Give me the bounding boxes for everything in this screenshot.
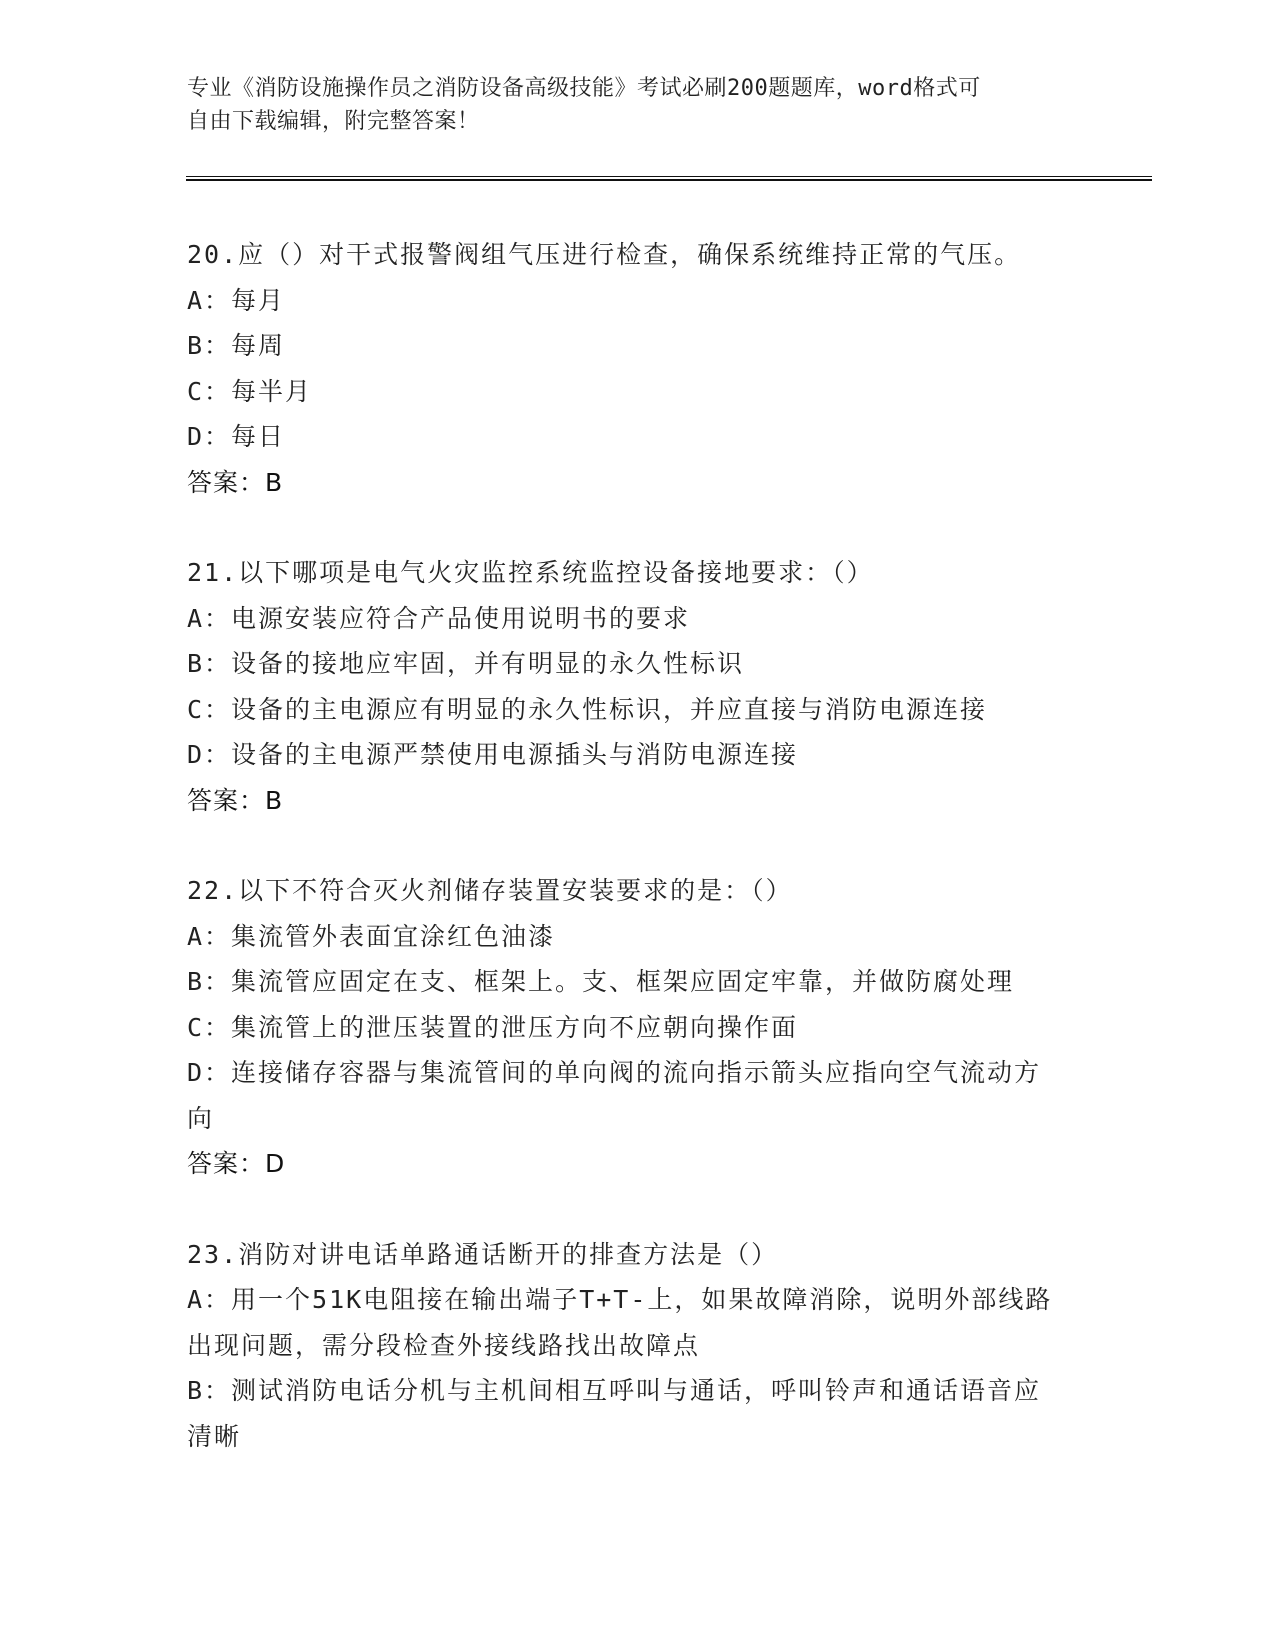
answer-line: 答案：D xyxy=(187,1149,286,1178)
divider-thick-line xyxy=(186,179,1152,181)
option-b: B：每周 xyxy=(187,331,286,360)
question-spacer xyxy=(187,823,1087,868)
question-stem: 22.以下不符合灭火剂储存装置安装要求的是：（） xyxy=(187,876,793,905)
question-spacer xyxy=(187,1187,1087,1232)
answer-line: 答案：B xyxy=(187,467,284,497)
question-21 xyxy=(187,550,1087,823)
question-23 xyxy=(187,1232,1087,1460)
option-a: A：电源安装应符合产品使用说明书的要求 xyxy=(187,603,691,633)
question-stem: 20.应（）对干式报警阀组气压进行检查，确保系统维持正常的气压。 xyxy=(187,240,1022,269)
option-a: A：每月 xyxy=(187,285,286,315)
option-b: B：集流管应固定在支、框架上。支、框架应固定牢靠，并做防腐处理 xyxy=(187,967,1015,996)
option-a: A：用一个51K电阻接在输出端子T+T-上，如果故障消除，说明外部线路出现问题，需分段检查外接线路找出故障点 xyxy=(187,1285,1053,1360)
header-line-2: 自由下载编辑，附完整答案！ xyxy=(187,109,480,134)
option-d: D：连接储存容器与集流管间的单向阀的流向指示箭头应指向空气流动方向 xyxy=(187,1058,1042,1133)
answer-line: 答案：B xyxy=(187,785,284,815)
header-line-1: 专业《消防设施操作员之消防设备高级技能》考试必刷200题题库，word格式可 xyxy=(187,76,981,101)
option-c: C：设备的主电源应有明显的永久性标识，并应直接与消防电源连接 xyxy=(187,694,988,724)
question-list xyxy=(187,232,1087,1459)
question-stem: 23.消防对讲电话单路通话断开的排查方法是（） xyxy=(187,1239,779,1269)
option-c: C：集流管上的泄压装置的泄压方向不应朝向操作面 xyxy=(187,1012,799,1042)
option-d: D：设备的主电源严禁使用电源插头与消防电源连接 xyxy=(187,740,799,769)
option-d: D：每日 xyxy=(187,422,286,451)
option-c: C：每半月 xyxy=(187,376,313,406)
option-b: B：设备的接地应牢固，并有明显的永久性标识 xyxy=(187,649,745,678)
document-header xyxy=(187,72,1067,138)
question-spacer xyxy=(187,505,1087,550)
question-stem: 21.以下哪项是电气火灾监控系统监控设备接地要求：（） xyxy=(187,558,874,587)
option-b: B：测试消防电话分机与主机间相互呼叫与通话，呼叫铃声和通话语音应清晰 xyxy=(187,1376,1042,1451)
question-20 xyxy=(187,232,1087,505)
option-a: A：集流管外表面宜涂红色油漆 xyxy=(187,921,556,951)
question-22 xyxy=(187,868,1087,1187)
header-divider xyxy=(186,176,1152,181)
divider-thin-line xyxy=(186,176,1152,177)
